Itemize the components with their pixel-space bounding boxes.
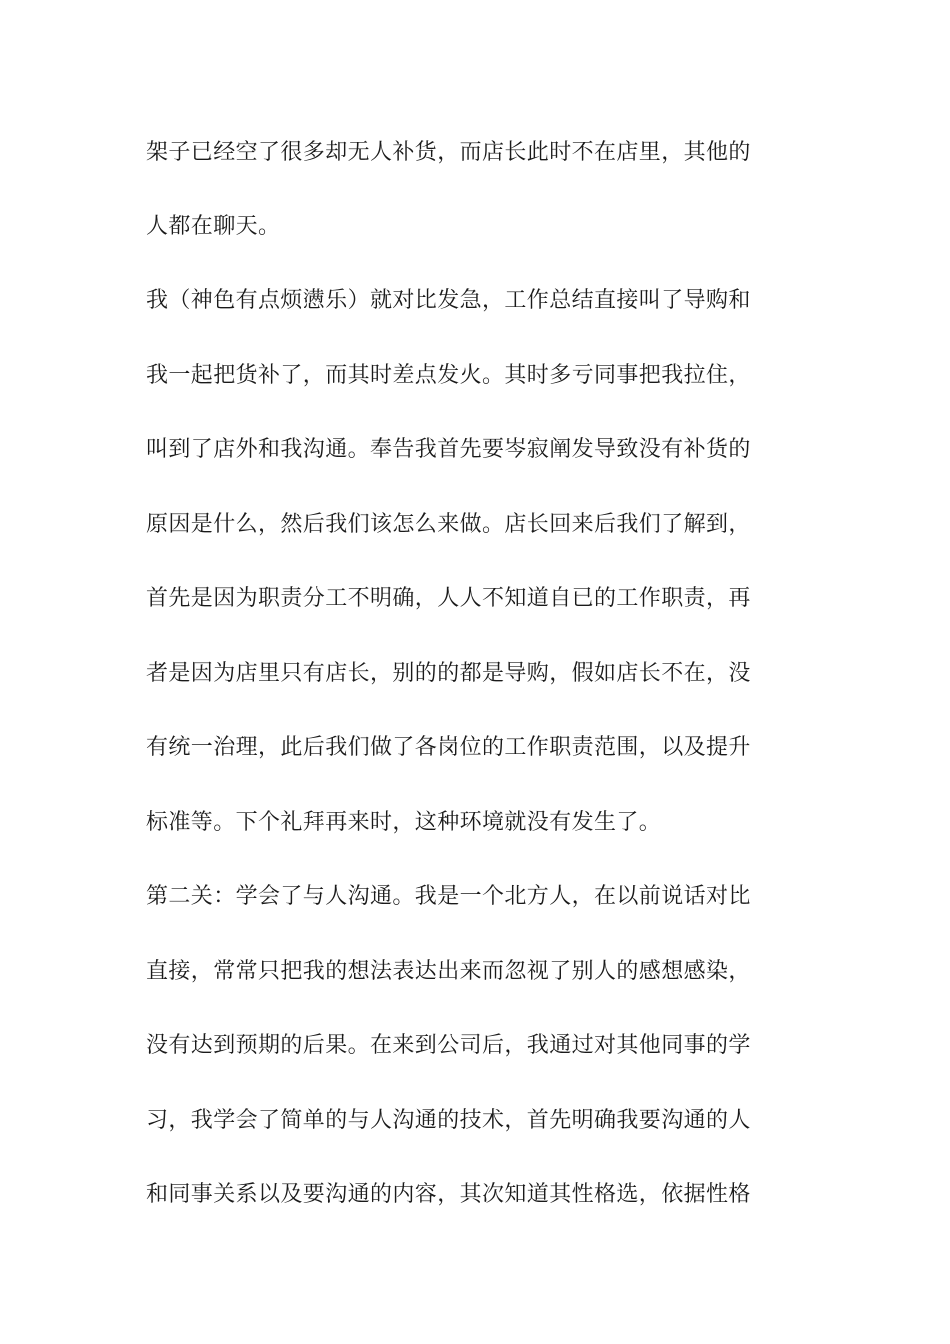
- text-line: 人都在聊天。: [146, 214, 281, 239]
- text-line: 叫到了店外和我沟通。奉告我首先要岑寂阐发导致没有补货的: [146, 437, 751, 462]
- text-line: 我一起把货补了，而其时差点发火。其时多亏同事把我拉住，: [146, 363, 751, 388]
- text-line: 第二关：学会了与人沟通。我是一个北方人，在以前说话对比: [146, 884, 751, 909]
- text-line: 和同事关系以及要沟通的内容，其次知道其性格选，依据性格: [146, 1182, 751, 1207]
- text-line: 直接，常常只把我的想法表达出来而忽视了别人的感想感染，: [146, 959, 751, 984]
- text-line: 习，我学会了简单的与人沟通的技术，首先明确我要沟通的人: [146, 1108, 751, 1133]
- text-line: 标准等。下个礼拜再来时，这种环境就没有发生了。: [146, 810, 662, 835]
- text-line: 架子已经空了很多却无人补货，而店长此时不在店里，其他的: [146, 140, 751, 165]
- text-line: 有统一治理，此后我们做了各岗位的工作职责范围，以及提升: [146, 735, 751, 760]
- text-line: 首先是因为职责分工不明确，人人不知道自已的工作职责，再: [146, 586, 751, 611]
- text-line: 者是因为店里只有店长，别的的都是导购，假如店长不在，没: [146, 661, 751, 686]
- text-line: 我（神色有点烦懑乐）就对比发急，工作总结直接叫了导购和: [146, 288, 751, 313]
- text-line: 没有达到预期的后果。在来到公司后，我通过对其他同事的学: [146, 1033, 751, 1058]
- text-line: 原因是什么，然后我们该怎么来做。店长回来后我们了解到，: [146, 512, 751, 537]
